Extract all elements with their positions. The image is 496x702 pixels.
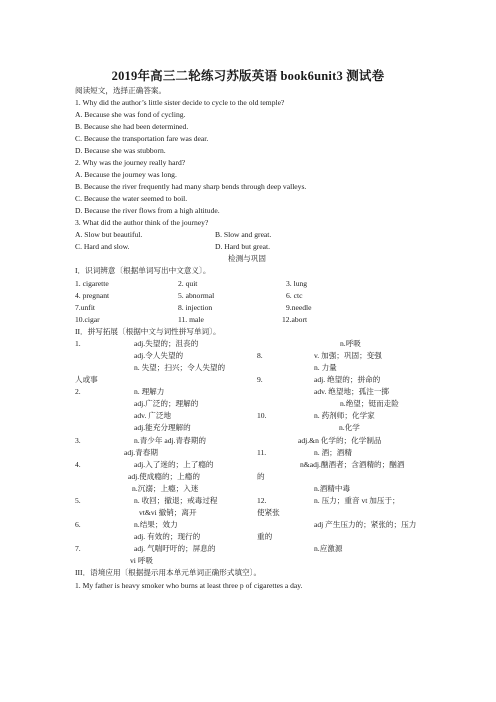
question-3: 3. What did the author think of the journey? [75,218,209,227]
q2-option-a: A. Because the journey was long. [75,170,177,179]
spelling-prompt: adj.失望的；沮丧的 [134,339,199,348]
spelling-prompt: n.沉溺；上瘾；入迷 [132,484,199,493]
sentence-1: 1. My father is heavy smoker who burns at least three p of cigarettes a day. [75,581,303,590]
spelling-prompt: adj.入了迷的；上了瘾的 [134,460,214,469]
q1-option-a: A. Because she was fond of cycling. [75,110,186,119]
part2-heading: II．拼写拓展〔根据中文与词性拼写单词〕。 [75,327,221,336]
vocab-item: 8. injection [178,303,213,312]
spelling-prompt: 重的 [257,532,273,541]
spelling-prompt: n.化学 [339,423,360,432]
vocab-item: 9.needle [286,303,312,312]
spelling-prompt: adj.广泛的；理解的 [134,399,199,408]
q2-option-d: D. Because the river flows from a high altitude. [75,206,220,215]
vocab-item: 2. quit [178,279,198,288]
item-number: 3. [75,436,81,445]
item-number: 5. [75,496,81,505]
item-number: 4. [75,460,81,469]
q3-option-b: B. Slow and great. [215,230,272,239]
spelling-prompt: n. 失望；扫兴；令人失望的 [134,363,226,372]
spelling-prompt: adj.&n 化学的；化学制品 [298,436,382,445]
item-number: 11. [257,448,267,457]
q2-option-b: B. Because the river frequently had many sharp bends through deep valleys. [75,182,307,191]
spelling-prompt: n.青少年 adj.青春期的 [134,436,206,445]
vocab-item: 10.cigar [75,315,100,324]
q3-option-d: D. Hard but great. [215,242,271,251]
item-number: 2. [75,387,81,396]
spelling-prompt: n. 收回；撤退；戒毒过程 [134,496,218,505]
q3-option-a: A. Slow but beautiful. [75,230,143,239]
spelling-prompt: n. 压力；重音 vt 加压于； [314,496,400,505]
spelling-prompt: 的 [257,472,265,481]
spelling-prompt: adj. 气喘吁吁的；屏息的 [134,544,216,553]
spelling-prompt: adv. 广泛地 [134,411,172,420]
spelling-prompt: n.呼吸 [340,339,361,348]
spelling-prompt: adj.令人失望的 [134,351,184,360]
vocab-item: 5. abnormal [178,291,215,300]
spelling-prompt: n. 药剂师；化学家 [314,411,375,420]
spelling-prompt: adj.使成瘾的；上瘾的 [128,472,200,481]
item-number: 1. [75,339,81,348]
spelling-prompt: adj. 绝望的；拼命的 [314,375,381,384]
q1-option-c: C. Because the transportation fare was dear. [75,134,209,143]
section-heading: 检测与巩固 [228,254,266,263]
spelling-prompt: adj. 有效的；现行的 [134,532,201,541]
spelling-prompt: vt&vi 撤销；离开 [139,508,197,517]
reading-instruction: 阅读短文，选择正确答案。 [75,86,167,95]
q1-option-b: B. Because she had been determined. [75,122,189,131]
spelling-prompt: adj.能充分理解的 [134,423,191,432]
spelling-prompt: vi 呼吸 [130,556,153,565]
spelling-prompt: v. 加强；巩固；变强 [314,351,382,360]
spelling-prompt: adj 产生压力的；紧张的；压力 [314,520,417,529]
spelling-prompt: n. 力量 [314,363,337,372]
vocab-item: 6. ctc [286,291,303,300]
spelling-prompt: n.应激源 [314,544,343,553]
item-number: 8. [257,351,263,360]
spelling-prompt: n.绝望；铤而走险 [340,399,399,408]
item-number: 6. [75,520,81,529]
spelling-prompt: adv. 绝望地；孤注一掷 [314,387,390,396]
q3-option-c: C. Hard and slow. [75,242,130,251]
spelling-prompt: n&adj.酗酒者；含酒精的；酗酒 [300,460,405,469]
item-number: 10. [257,411,267,420]
spelling-prompt: n.酒精中毒 [314,484,351,493]
spelling-prompt: n.结果；效力 [134,520,178,529]
q2-option-c: C. Because the water seemed to boil. [75,194,188,203]
vocab-item: 3. lung [286,279,308,288]
question-1: 1. Why did the author’s little sister decide to cycle to the old temple? [75,98,285,107]
vocab-item: 4. pregnant [75,291,110,300]
vocab-item: 11. male [178,315,204,324]
spelling-prompt: adj.青春期 [124,448,158,457]
item-number: 9. [257,375,263,384]
item-number: 7. [75,544,81,553]
part3-heading: III．语境应用〔根据提示用本单元单词正确形式填空〕。 [75,568,262,577]
q1-option-d: D. Because she was stubborn. [75,146,166,155]
spelling-prompt: 人或事 [75,375,98,384]
question-2: 2. Why was the journey really hard? [75,158,186,167]
spelling-prompt: n. 理解力 [134,387,165,396]
vocab-item: 1. cigarette [75,279,109,288]
part1-heading: I．识词辨意〔根据单词写出中文意义〕。 [75,266,211,275]
spelling-prompt: 使紧张 [257,508,280,517]
item-number: 12. [257,496,267,505]
vocab-item: 12.abort [282,315,308,324]
document-title: 2019年高三二轮练习苏版英语 book6unit3 测试卷 [111,69,385,83]
vocab-item: 7.unfit [75,303,96,312]
spelling-prompt: n. 酒；酒精 [314,448,352,457]
